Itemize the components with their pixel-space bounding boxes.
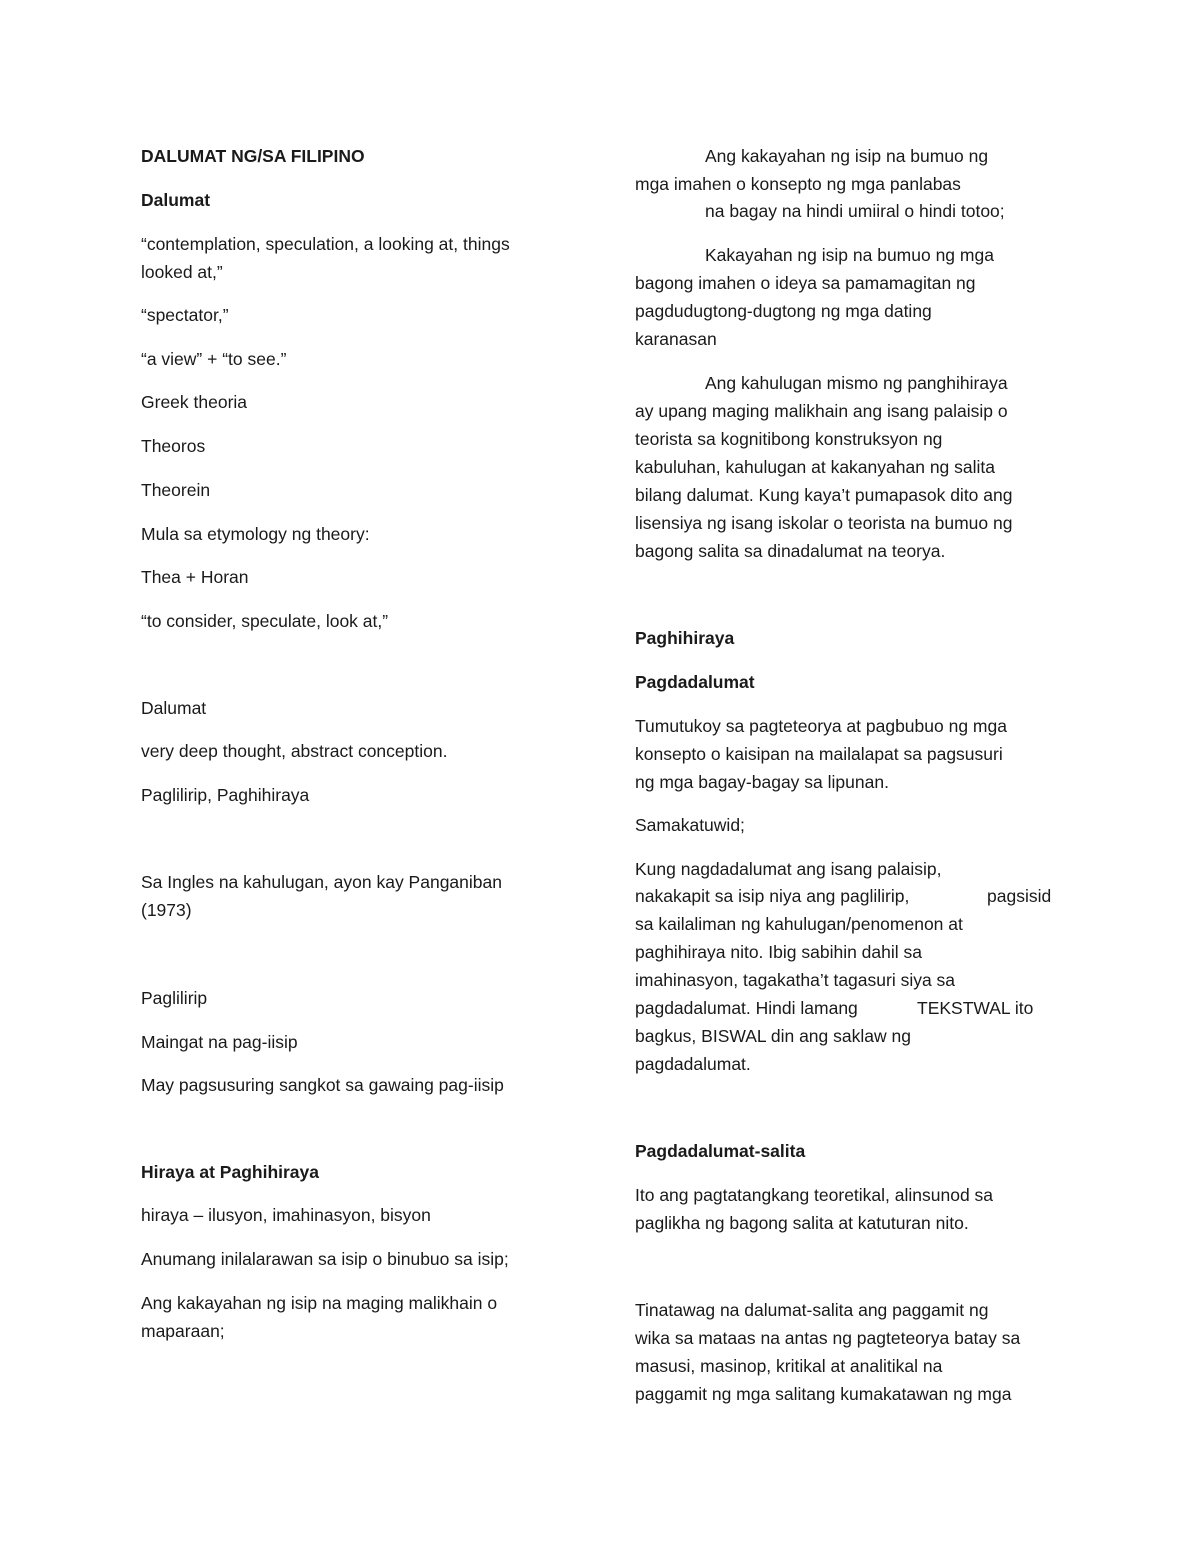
text-line: teorista sa kognitibong konstruksyon ng [635, 429, 943, 449]
text-line: Sa Ingles na kahulugan, ayon kay Panganiban [141, 872, 502, 892]
text-line: Samakatuwid; [635, 815, 745, 835]
text-line: mga imahen o konsepto ng mga panlabas [635, 174, 961, 194]
text-line: hiraya – ilusyon, imahinasyon, bisyon [141, 1205, 431, 1225]
text-line: Thea + Horan [141, 567, 249, 587]
heading-pagdadalumat-salita: Pagdadalumat-salita [635, 1141, 806, 1161]
text-line: paglikha ng bagong salita at katuturan nito. [635, 1213, 969, 1233]
text-line: bilang dalumat. Kung kaya’t pumapasok dito ang [635, 485, 1013, 505]
text-line: Tinatawag na dalumat-salita ang paggamit ng [635, 1300, 989, 1320]
text-line: pagdadalumat. Hindi lamang [635, 998, 858, 1018]
text-line: bagkus, BISWAL din ang saklaw ng [635, 1026, 911, 1046]
text-line: Theoros [141, 436, 206, 456]
text-line: Ito ang pagtatangkang teoretikal, alinsunod sa [635, 1185, 994, 1205]
text-line: Mula sa etymology ng theory: [141, 524, 370, 544]
text-line: Ang kahulugan mismo ng panghihiraya [705, 373, 1008, 393]
text-line: pagsisid [987, 886, 1052, 906]
text-line: Dalumat [141, 698, 207, 718]
text-line: paggamit ng mga salitang kumakatawan ng mga [635, 1384, 1012, 1404]
text-line: looked at,” [141, 262, 223, 282]
text-line: TEKSTWAL ito [917, 998, 1034, 1018]
text-line: bagong imahen o ideya sa pamamagitan ng [635, 273, 976, 293]
text-line: wika sa mataas na antas ng pagteteorya batay sa [635, 1328, 1021, 1348]
heading-hiraya: Hiraya at Paghihiraya [141, 1162, 319, 1182]
text-line: Kakayahan ng isip na bumuo ng mga [705, 245, 994, 265]
text-line: very deep thought, abstract conception. [141, 741, 448, 761]
text-line: “a view” + “to see.” [141, 349, 287, 369]
heading-dalumat: Dalumat [141, 190, 211, 210]
text-line: Paglilirip, Paghihiraya [141, 785, 310, 805]
text-line: Greek theoria [141, 392, 248, 412]
text-line: nakakapit sa isip niya ang paglilirip, [635, 886, 910, 906]
text-line: Anumang inilalarawan sa isip o binubuo sa isip; [141, 1249, 509, 1269]
text-line: paghihiraya nito. Ibig sabihin dahil sa [635, 942, 922, 962]
text-line: Paglilirip [141, 988, 208, 1008]
text-line: pagdudugtong-dugtong ng mga dating [635, 301, 932, 321]
text-line: Maingat na pag-iisip [141, 1032, 298, 1052]
text-line: Kung nagdadalumat ang isang palaisip, [635, 859, 942, 879]
text-line: karanasan [635, 329, 717, 349]
text-line: sa kailaliman ng kahulugan/penomenon at [635, 914, 963, 934]
document-title: DALUMAT NG/SA FILIPINO [141, 146, 365, 166]
text-line: na bagay na hindi umiiral o hindi totoo; [705, 201, 1005, 221]
text-line: bagong salita sa dinadalumat na teorya. [635, 541, 946, 561]
text-line: ng mga bagay-bagay sa lipunan. [635, 772, 889, 792]
text-line: “to consider, speculate, look at,” [141, 611, 389, 631]
text-line: Ang kakayahan ng isip na maging malikhain o [141, 1293, 498, 1313]
text-line: Theorein [141, 480, 211, 500]
text-line: Ang kakayahan ng isip na bumuo ng [705, 146, 989, 166]
text-line: konsepto o kaisipan na mailalapat sa pagsusuri [635, 744, 1003, 764]
heading-pagdadalumat: Pagdadalumat [635, 672, 755, 692]
text-line: “spectator,” [141, 305, 229, 325]
text-line: imahinasyon, tagakatha’t tagasuri siya sa [635, 970, 956, 990]
heading-paghihiraya: Paghihiraya [635, 628, 735, 648]
text-line: maparaan; [141, 1321, 225, 1341]
text-line: (1973) [141, 900, 192, 920]
text-line: ay upang maging malikhain ang isang palaisip o [635, 401, 1008, 421]
text-line: lisensiya ng isang iskolar o teorista na bumuo ng [635, 513, 1013, 533]
text-line: kabuluhan, kahulugan at kakanyahan ng salita [635, 457, 995, 477]
text-line: pagdadalumat. [635, 1054, 751, 1074]
text-line: “contemplation, speculation, a looking at, things [141, 234, 510, 254]
text-line: May pagsusuring sangkot sa gawaing pag-iisip [141, 1075, 504, 1095]
text-line: Tumutukoy sa pagteteorya at pagbubuo ng mga [635, 716, 1007, 736]
text-line: masusi, masinop, kritikal at analitikal na [635, 1356, 943, 1376]
